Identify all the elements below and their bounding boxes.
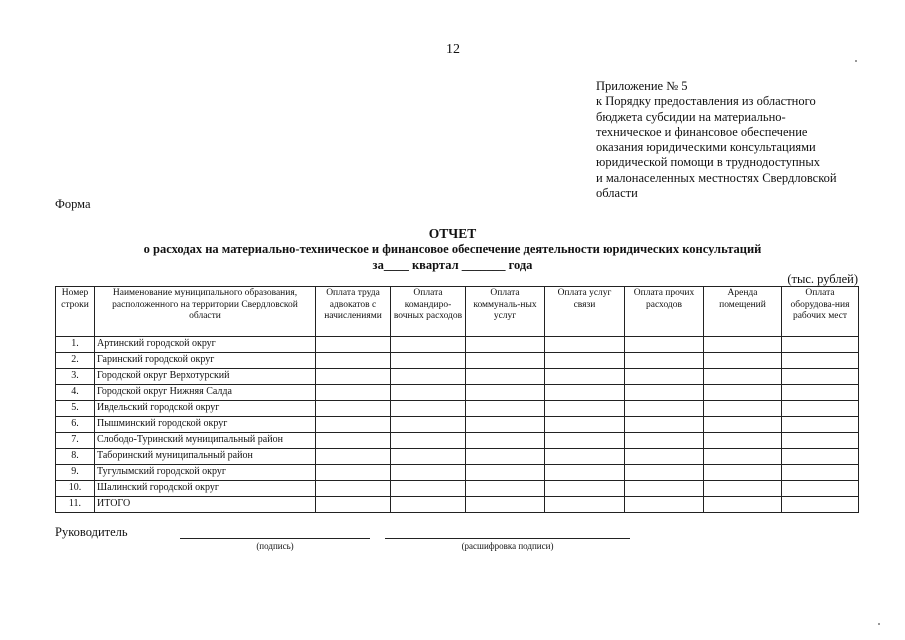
value-cell[interactable] [391, 433, 466, 449]
table-row [56, 369, 859, 385]
signature-line [180, 538, 370, 539]
row-number-cell: 3. [56, 369, 95, 385]
table-row [56, 433, 859, 449]
value-cell[interactable] [391, 353, 466, 369]
column-header: Аренда помещений [704, 287, 782, 337]
row-number-cell: 9. [56, 465, 95, 481]
column-header: Оплата труда адвокатов с начислениями [316, 287, 391, 337]
value-cell[interactable] [391, 401, 466, 417]
value-cell[interactable] [466, 417, 545, 433]
appendix-line: к Порядку предоставления из областного [596, 94, 816, 109]
value-cell[interactable] [466, 369, 545, 385]
value-cell[interactable] [391, 417, 466, 433]
table-row [56, 401, 859, 417]
value-cell[interactable] [391, 481, 466, 497]
column-header: Оплата оборудова-ния рабочих мест [782, 287, 859, 337]
value-cell[interactable] [625, 497, 704, 513]
municipality-name-cell: Городской округ Нижняя Салда [95, 385, 316, 401]
value-cell[interactable] [466, 385, 545, 401]
value-cell[interactable] [545, 449, 625, 465]
report-table [55, 286, 859, 513]
value-cell[interactable] [466, 433, 545, 449]
value-cell[interactable] [704, 449, 782, 465]
report-subtitle: о расходах на материально-техническое и финансовое обеспечение деятельности юридических консультаций [143, 242, 762, 256]
value-cell[interactable] [391, 449, 466, 465]
table-row [56, 337, 859, 353]
row-number-cell: 7. [56, 433, 95, 449]
value-cell[interactable] [316, 497, 391, 513]
value-cell[interactable] [391, 497, 466, 513]
value-cell[interactable] [625, 465, 704, 481]
period-line: за____ квартал _______ года [372, 258, 533, 272]
value-cell[interactable] [625, 369, 704, 385]
row-number-cell: 6. [56, 417, 95, 433]
value-cell[interactable] [782, 401, 859, 417]
table-row [56, 449, 859, 465]
value-cell[interactable] [782, 337, 859, 353]
value-cell[interactable] [466, 481, 545, 497]
value-cell[interactable] [391, 337, 466, 353]
value-cell[interactable] [545, 353, 625, 369]
page-number: 12 [446, 42, 460, 57]
appendix-line: области [596, 186, 638, 201]
signature-decode-caption: (расшифровка подписи) [461, 541, 554, 551]
municipality-name-cell: Пышминский городской округ [95, 417, 316, 433]
appendix-line: Приложение № 5 [596, 79, 688, 93]
value-cell[interactable] [625, 433, 704, 449]
value-cell[interactable] [704, 481, 782, 497]
row-number-cell: 11. [56, 497, 95, 513]
value-cell[interactable] [625, 481, 704, 497]
value-cell[interactable] [782, 449, 859, 465]
value-cell[interactable] [625, 449, 704, 465]
appendix-line: юридической помощи в труднодоступных [596, 155, 820, 170]
value-cell[interactable] [391, 385, 466, 401]
value-cell[interactable] [545, 465, 625, 481]
municipality-name-cell: Таборинский муниципальный район [95, 449, 316, 465]
value-cell[interactable] [316, 465, 391, 481]
value-cell[interactable] [466, 337, 545, 353]
value-cell[interactable] [545, 481, 625, 497]
column-header: Оплата командиро-вочных расходов [391, 287, 466, 337]
value-cell[interactable] [782, 433, 859, 449]
table-row [56, 353, 859, 369]
value-cell[interactable] [782, 369, 859, 385]
column-header: Оплата коммуналь-ных услуг [466, 287, 545, 337]
row-number-cell: 10. [56, 481, 95, 497]
report-title: ОТЧЕТ [428, 226, 477, 241]
municipality-name-cell: Гаринский городской округ [95, 353, 316, 369]
municipality-name-cell: ИТОГО [95, 497, 316, 513]
value-cell[interactable] [466, 497, 545, 513]
value-cell[interactable] [704, 401, 782, 417]
value-cell[interactable] [704, 353, 782, 369]
value-cell[interactable] [704, 337, 782, 353]
value-cell[interactable] [316, 417, 391, 433]
value-cell[interactable] [316, 369, 391, 385]
value-cell[interactable] [782, 465, 859, 481]
value-cell[interactable] [704, 369, 782, 385]
value-cell[interactable] [704, 417, 782, 433]
value-cell[interactable] [316, 353, 391, 369]
value-cell[interactable] [704, 385, 782, 401]
row-number-cell: 2. [56, 353, 95, 369]
value-cell[interactable] [782, 497, 859, 513]
value-cell[interactable] [391, 465, 466, 481]
table-row [56, 385, 859, 401]
value-cell[interactable] [466, 401, 545, 417]
value-cell[interactable] [704, 465, 782, 481]
value-cell[interactable] [545, 369, 625, 385]
appendix-line: оказания юридическими консультациями [596, 140, 816, 155]
value-cell[interactable] [391, 369, 466, 385]
appendix-line: бюджета субсидии на материально- [596, 109, 786, 124]
column-header: Наименование муниципального образования, расположенного на территории Свердловской области [95, 287, 316, 337]
value-cell[interactable] [625, 353, 704, 369]
table-row [56, 417, 859, 433]
municipality-name-cell: Артинский городской округ [95, 337, 316, 353]
value-cell[interactable] [316, 337, 391, 353]
value-cell[interactable] [466, 465, 545, 481]
value-cell[interactable] [316, 449, 391, 465]
value-cell[interactable] [466, 353, 545, 369]
value-cell[interactable] [545, 337, 625, 353]
value-cell[interactable] [316, 385, 391, 401]
value-cell[interactable] [545, 433, 625, 449]
column-header: Оплата прочих расходов [625, 287, 704, 337]
municipality-name-cell: Городской округ Верхотурский [95, 369, 316, 385]
value-cell[interactable] [704, 497, 782, 513]
appendix-line: техническое и финансовое обеспечение [596, 124, 808, 139]
value-cell[interactable] [545, 417, 625, 433]
value-cell[interactable] [782, 385, 859, 401]
column-header: Номер строки [56, 287, 95, 337]
value-cell[interactable] [545, 401, 625, 417]
signature-decode-line [385, 538, 630, 539]
row-number-cell: 8. [56, 449, 95, 465]
value-cell[interactable] [782, 481, 859, 497]
signature-label: Руководитель [55, 525, 128, 539]
value-cell[interactable] [782, 353, 859, 369]
municipality-name-cell: Шалинский городской округ [95, 481, 316, 497]
scan-speck [855, 60, 857, 62]
municipality-name-cell: Слободо-Туринский муниципальный район [95, 433, 316, 449]
value-cell[interactable] [545, 497, 625, 513]
appendix-line: и малонаселенных местностях Свердловской [596, 170, 837, 185]
value-cell[interactable] [316, 481, 391, 497]
row-number-cell: 5. [56, 401, 95, 417]
value-cell[interactable] [782, 417, 859, 433]
value-cell[interactable] [625, 337, 704, 353]
row-number-cell: 4. [56, 385, 95, 401]
municipality-name-cell: Тугулымский городской округ [95, 465, 316, 481]
table-row [56, 497, 859, 513]
value-cell[interactable] [704, 433, 782, 449]
units-note: (тыс. рублей) [787, 272, 858, 286]
row-number-cell: 1. [56, 337, 95, 353]
scan-speck [878, 623, 880, 625]
value-cell[interactable] [466, 449, 545, 465]
appendix-block [596, 79, 866, 201]
table-header-row [56, 287, 859, 337]
value-cell[interactable] [625, 401, 704, 417]
municipality-name-cell: Ивдельский городской округ [95, 401, 316, 417]
value-cell[interactable] [625, 385, 704, 401]
table-row [56, 465, 859, 481]
table-row [56, 481, 859, 497]
signature-caption: (подпись) [256, 541, 294, 551]
table-body [56, 337, 859, 513]
value-cell[interactable] [545, 385, 625, 401]
form-label: Форма [55, 197, 91, 211]
value-cell[interactable] [316, 401, 391, 417]
value-cell[interactable] [316, 433, 391, 449]
value-cell[interactable] [625, 417, 704, 433]
column-header: Оплата услуг связи [545, 287, 625, 337]
